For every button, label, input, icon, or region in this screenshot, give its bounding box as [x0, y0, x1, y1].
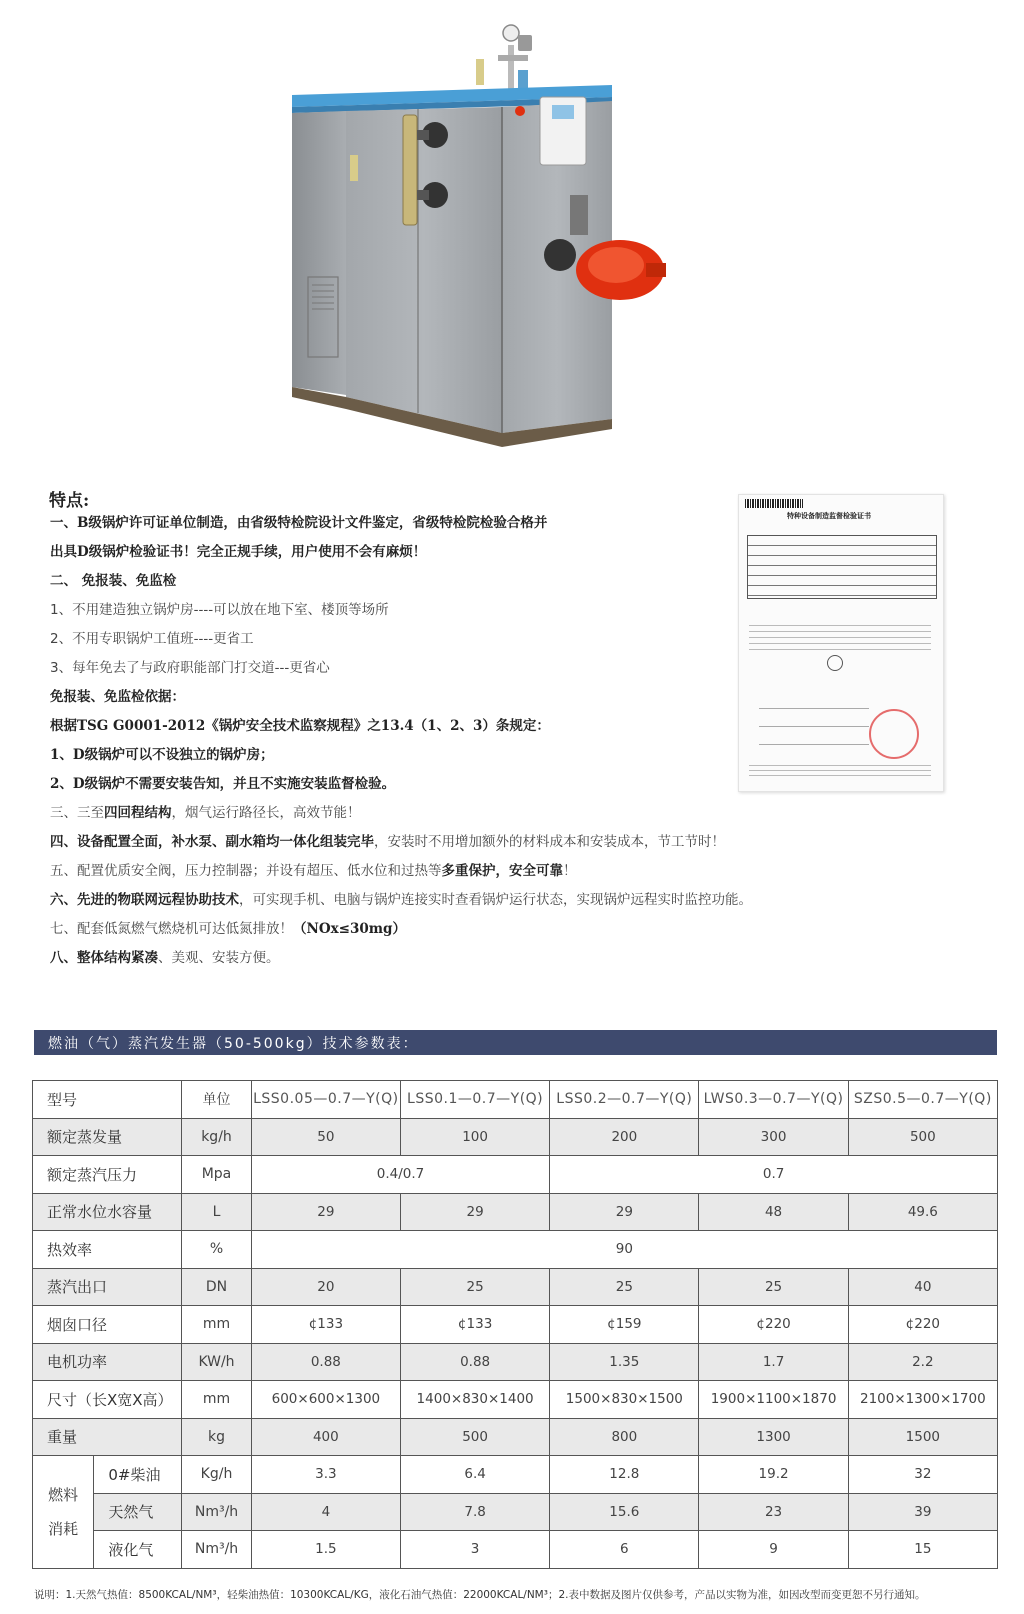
feature-text: ！	[563, 863, 577, 879]
table-cell: 12.8	[550, 1456, 699, 1494]
table-row	[33, 1118, 998, 1156]
table-cell: 23	[699, 1493, 848, 1531]
certificate-text	[749, 625, 931, 653]
feature-text: 出具D级锅炉检验证书！完全正规手续，用户使用不会有麻烦！	[50, 544, 427, 560]
table-cell: 600×600×1300	[251, 1381, 400, 1419]
table-row	[33, 1531, 998, 1569]
table-cell: 1500	[848, 1418, 997, 1456]
table-cell: 100	[400, 1118, 549, 1156]
table-row	[33, 1343, 998, 1381]
feature-line	[50, 601, 389, 619]
table-cell: 1500×830×1500	[550, 1381, 699, 1419]
fuel-group-label-line: 燃料	[48, 1485, 79, 1504]
table-cell: 400	[251, 1418, 400, 1456]
feature-text: 四、设备配置全面，补水泵、副水箱均一体化组装完毕	[50, 834, 374, 850]
table-row	[33, 1081, 998, 1119]
header-model-name: LWS0.3—0.7—Y(Q)	[699, 1081, 848, 1119]
feature-line	[50, 543, 426, 561]
table-cell: 49.6	[848, 1193, 997, 1231]
certificate-barcode	[745, 499, 803, 508]
feature-text: 2、D级锅炉不需要安装告知，并且不实施安装监督检验。	[50, 776, 396, 792]
feature-text: 免报装、免监检依据：	[50, 689, 185, 705]
table-cell: 1.35	[550, 1343, 699, 1381]
row-unit: Nm³/h	[182, 1531, 252, 1569]
feature-text: 六、先进的物联网远程协助技术	[50, 892, 239, 908]
fuel-group-label	[33, 1456, 94, 1569]
table-cell: 32	[848, 1456, 997, 1494]
fuel-group-label-line: 消耗	[48, 1519, 79, 1538]
row-unit: L	[182, 1193, 252, 1231]
feature-line	[50, 746, 274, 764]
row-unit: Nm³/h	[182, 1493, 252, 1531]
row-unit: kg/h	[182, 1118, 252, 1156]
feature-text: 五、配置优质安全阀，压力控制器；并设有超压、低水位和过热等	[50, 863, 442, 879]
feature-text: ，可实现手机、电脑与锅炉连接实时查看锅炉运行状态，实现锅炉远程实时监控功能。	[239, 892, 752, 908]
header-model-name: LSS0.1—0.7—Y(Q)	[400, 1081, 549, 1119]
row-unit: mm	[182, 1381, 252, 1419]
feature-text: 多重保护，安全可靠	[441, 863, 563, 879]
row-label: 重量	[33, 1418, 182, 1456]
table-cell: 50	[251, 1118, 400, 1156]
table-cell: 2.2	[848, 1343, 997, 1381]
feature-line	[50, 920, 406, 938]
table-cell: ¢133	[400, 1306, 549, 1344]
feature-line	[50, 891, 752, 909]
feature-text: 一、B级锅炉许可证单位制造，由省级特检院设计文件鉴定，省级特检院检验合格并	[50, 515, 548, 531]
merged-cell: 0.4/0.7	[251, 1156, 549, 1194]
table-cell: 1.7	[699, 1343, 848, 1381]
row-unit: mm	[182, 1306, 252, 1344]
row-label: 热效率	[33, 1231, 182, 1269]
table-title-bar	[34, 1030, 997, 1055]
table-cell: 500	[400, 1418, 549, 1456]
feature-line	[50, 688, 185, 706]
row-label: 正常水位水容量	[33, 1193, 182, 1231]
table-cell: 3.3	[251, 1456, 400, 1494]
table-cell: ¢159	[550, 1306, 699, 1344]
certificate-grid	[747, 535, 937, 599]
spec-table	[32, 1080, 998, 1569]
inspection-certificate-image	[738, 494, 944, 792]
feature-line	[50, 833, 725, 851]
feature-text: 四回程结构	[104, 805, 172, 821]
table-row	[33, 1381, 998, 1419]
table-cell: 3	[400, 1531, 549, 1569]
table-cell: 4	[251, 1493, 400, 1531]
table-cell: 25	[699, 1268, 848, 1306]
merged-cell: 90	[251, 1231, 997, 1269]
fuel-type-label: 0#柴油	[94, 1456, 182, 1494]
feature-line	[50, 949, 280, 967]
table-cell: 19.2	[699, 1456, 848, 1494]
table-title: 燃油（气）蒸汽发生器（50-500kg）技术参数表：	[48, 1036, 419, 1052]
feature-text: ，烟气运行路径长，高效节能！	[171, 805, 361, 821]
feature-text: 根据TSG G0001-2012《锅炉安全技术监察规程》之13.4（1、2、3）条规定：	[50, 718, 550, 734]
header-unit-label: 单位	[182, 1081, 252, 1119]
header-model-name: SZS0.5—0.7—Y(Q)	[848, 1081, 997, 1119]
table-cell: 1.5	[251, 1531, 400, 1569]
feature-text: 、美观、安装方便。	[158, 950, 280, 966]
row-label: 额定蒸汽压力	[33, 1156, 182, 1194]
header-model-name: LSS0.2—0.7—Y(Q)	[550, 1081, 699, 1119]
certificate-small-seal	[827, 655, 843, 671]
features-title: 特点:	[49, 491, 90, 511]
table-cell: 15.6	[550, 1493, 699, 1531]
steam-generator-image	[270, 15, 690, 465]
table-cell: 500	[848, 1118, 997, 1156]
table-cell: 15	[848, 1531, 997, 1569]
row-unit: %	[182, 1231, 252, 1269]
table-cell: 800	[550, 1418, 699, 1456]
table-cell: 7.8	[400, 1493, 549, 1531]
feature-line	[50, 862, 577, 880]
table-cell: 200	[550, 1118, 699, 1156]
row-unit: KW/h	[182, 1343, 252, 1381]
feature-text: 三、三至	[50, 805, 104, 821]
table-cell: 40	[848, 1268, 997, 1306]
header-model-name: LSS0.05—0.7—Y(Q)	[251, 1081, 400, 1119]
table-cell: 1300	[699, 1418, 848, 1456]
certificate-footer	[749, 765, 931, 779]
table-row	[33, 1456, 998, 1494]
row-label: 额定蒸发量	[33, 1118, 182, 1156]
feature-text: 七、配套低氮燃气燃烧机可达低氮排放！	[50, 921, 293, 937]
feature-text: （NOx≤30mg）	[293, 921, 406, 937]
table-cell: 20	[251, 1268, 400, 1306]
table-cell: 29	[251, 1193, 400, 1231]
row-unit: DN	[182, 1268, 252, 1306]
table-row	[33, 1306, 998, 1344]
table-cell: 2100×1300×1700	[848, 1381, 997, 1419]
merged-cell: 0.7	[550, 1156, 998, 1194]
row-label: 电机功率	[33, 1343, 182, 1381]
table-row	[33, 1156, 998, 1194]
table-row	[33, 1418, 998, 1456]
feature-text: 八、整体结构紧凑	[50, 950, 158, 966]
table-cell: 29	[400, 1193, 549, 1231]
feature-text: 1、D级锅炉可以不设独立的锅炉房；	[50, 747, 274, 763]
feature-text: 二、 免报装、免监检	[50, 573, 177, 589]
feature-line	[50, 630, 254, 648]
table-row	[33, 1231, 998, 1269]
table-cell: 25	[400, 1268, 549, 1306]
table-cell: 25	[550, 1268, 699, 1306]
row-label: 尺寸（长X宽X高）	[33, 1381, 182, 1419]
table-cell: 0.88	[400, 1343, 549, 1381]
feature-line	[50, 775, 395, 793]
feature-text: ，安装时不用增加额外的材料成本和安装成本，节工节时！	[374, 834, 725, 850]
row-unit: Mpa	[182, 1156, 252, 1194]
certificate-signatures	[759, 691, 869, 751]
feature-line	[50, 572, 176, 590]
table-row	[33, 1193, 998, 1231]
table-cell: 9	[699, 1531, 848, 1569]
feature-text: 3、每年免去了与政府职能部门打交道---更省心	[50, 660, 330, 676]
row-label: 蒸汽出口	[33, 1268, 182, 1306]
row-label: 烟囱口径	[33, 1306, 182, 1344]
table-cell: 1900×1100×1870	[699, 1381, 848, 1419]
table-cell: 0.88	[251, 1343, 400, 1381]
feature-text: 2、不用专职锅炉工值班----更省工	[50, 631, 254, 647]
table-note: 说明：1.天然气热值：8500KCAL/NM³，轻柴油热值：10300KCAL/KG，液化石油气热值：22000KCAL/NM³；2.表中数据及图片仅供参考，产品以实物为准，如因改型而变更恕不另行通知。	[34, 1589, 926, 1601]
table-cell: 29	[550, 1193, 699, 1231]
table-cell: 1400×830×1400	[400, 1381, 549, 1419]
row-unit: kg	[182, 1418, 252, 1456]
row-unit: Kg/h	[182, 1456, 252, 1494]
fuel-type-label: 天然气	[94, 1493, 182, 1531]
feature-line	[50, 717, 550, 735]
table-cell: 6.4	[400, 1456, 549, 1494]
table-cell: 48	[699, 1193, 848, 1231]
header-model-label: 型号	[33, 1081, 182, 1119]
table-cell: 6	[550, 1531, 699, 1569]
feature-line	[50, 659, 330, 677]
feature-text: 1、不用建造独立锅炉房----可以放在地下室、楼顶等场所	[50, 602, 389, 618]
table-cell: ¢220	[848, 1306, 997, 1344]
feature-line	[50, 804, 361, 822]
table-cell: 300	[699, 1118, 848, 1156]
certificate-title: 特种设备制造监督检验证书	[787, 512, 871, 520]
certificate-red-stamp	[869, 709, 919, 759]
table-row	[33, 1268, 998, 1306]
fuel-type-label: 液化气	[94, 1531, 182, 1569]
table-cell: ¢220	[699, 1306, 848, 1344]
table-row	[33, 1493, 998, 1531]
feature-line	[50, 514, 547, 532]
table-cell: ¢133	[251, 1306, 400, 1344]
table-cell: 39	[848, 1493, 997, 1531]
